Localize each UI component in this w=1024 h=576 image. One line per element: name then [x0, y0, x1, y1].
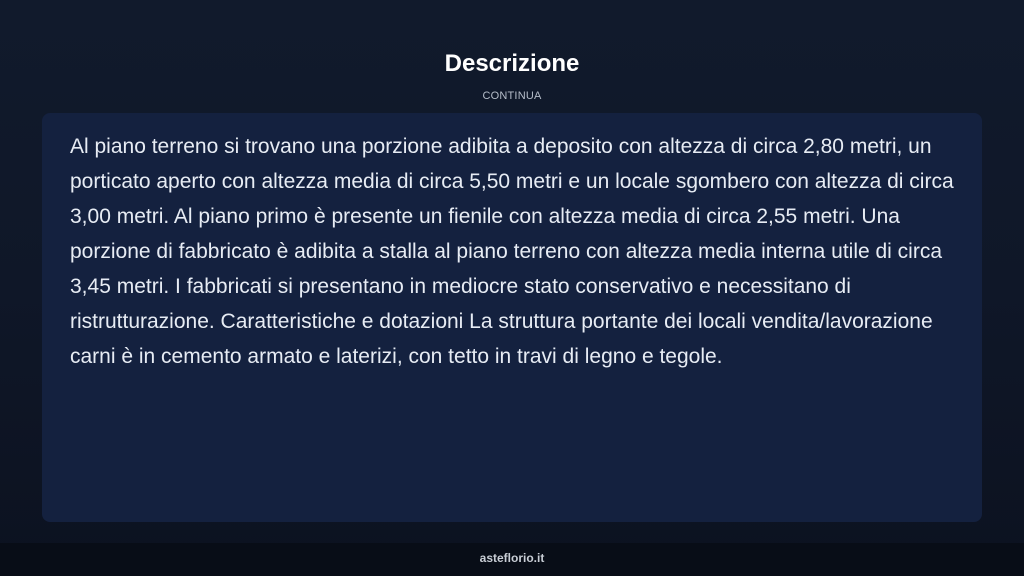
page-title: Descrizione: [444, 50, 580, 77]
footer-site-name: asteflorio.it: [479, 551, 545, 565]
footer-bar: [0, 543, 1024, 576]
page-subtitle: CONTINUA: [482, 90, 542, 102]
description-card: [42, 113, 982, 522]
description-text: Al piano terreno si trovano una porzione adibita a deposito con altezza di circa 2,80 metri, un porticato aperto con altezza media di circa 5,50 metri e un locale sgombero con altezza di circa 3,00 metri. Al piano primo è presente un fienile con altezza media di circa 2,55 metri. Una porzione di fabbricato è adibita a stalla al piano terreno con altezza media interna utile di circa 3,45 metri. I fabbricati si presentano in mediocre stato conservativo e necessitano di ristrutturazione. Caratteristiche e dotazioni La struttura portante dei locali vendita/lavorazione carni è in cemento armato e laterizi, con tetto in travi di legno e tegole.: [70, 135, 954, 368]
